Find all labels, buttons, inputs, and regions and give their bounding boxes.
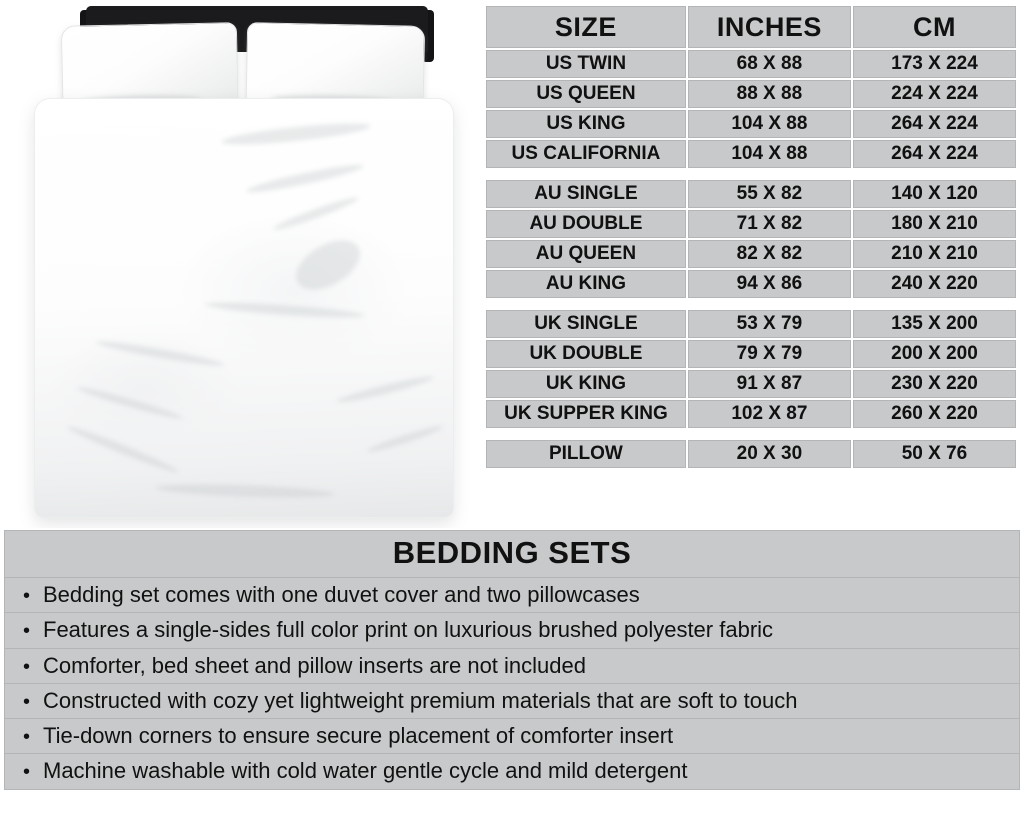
column-header-size: SIZE (486, 6, 686, 48)
size-cm: 230 X 220 (853, 370, 1016, 398)
size-cm: 224 X 224 (853, 80, 1016, 108)
size-chart-table (484, 4, 1018, 470)
table-row (486, 400, 1016, 428)
size-inches: 104 X 88 (688, 140, 851, 168)
table-row (486, 210, 1016, 238)
size-label: AU DOUBLE (486, 210, 686, 238)
size-inches: 20 X 30 (688, 440, 851, 468)
size-cm: 240 X 220 (853, 270, 1016, 298)
table-row (486, 110, 1016, 138)
size-label: PILLOW (486, 440, 686, 468)
table-row (486, 270, 1016, 298)
section-title: BEDDING SETS (4, 530, 1020, 578)
column-header-inches: INCHES (688, 6, 851, 48)
size-label: AU KING (486, 270, 686, 298)
size-inches: 82 X 82 (688, 240, 851, 268)
size-cm: 200 X 200 (853, 340, 1016, 368)
size-label: US QUEEN (486, 80, 686, 108)
list-item (4, 649, 1020, 684)
size-inches: 55 X 82 (688, 180, 851, 208)
table-row (486, 310, 1016, 338)
feature-text: Constructed with cozy yet lightweight premium materials that are soft to touch (43, 687, 798, 713)
table-row (486, 180, 1016, 208)
size-label: AU QUEEN (486, 240, 686, 268)
table-row (486, 140, 1016, 168)
bullet-icon: • (23, 620, 31, 643)
duvet-cover (34, 98, 454, 518)
size-label: UK KING (486, 370, 686, 398)
size-cm: 264 X 224 (853, 110, 1016, 138)
size-cm: 135 X 200 (853, 310, 1016, 338)
size-label: US TWIN (486, 50, 686, 78)
table-row (486, 50, 1016, 78)
feature-text: Features a single-sides full color print on luxurious brushed polyester fabric (43, 617, 774, 643)
size-cm: 260 X 220 (853, 400, 1016, 428)
bullet-icon: • (23, 655, 31, 678)
size-cm: 140 X 120 (853, 180, 1016, 208)
table-row (486, 80, 1016, 108)
feature-text: Tie-down corners to ensure secure placement of comforter insert (43, 723, 674, 749)
feature-text: Comforter, bed sheet and pillow inserts are not included (43, 652, 586, 678)
size-label: US CALIFORNIA (486, 140, 686, 168)
list-item (4, 613, 1020, 648)
size-inches: 102 X 87 (688, 400, 851, 428)
table-header-row (486, 6, 1016, 48)
size-label: UK DOUBLE (486, 340, 686, 368)
size-cm: 50 X 76 (853, 440, 1016, 468)
group-separator (486, 170, 1016, 178)
size-inches: 53 X 79 (688, 310, 851, 338)
group-separator (486, 430, 1016, 438)
product-photo (0, 0, 484, 528)
size-inches: 88 X 88 (688, 80, 851, 108)
table-row (486, 370, 1016, 398)
table-row (486, 440, 1016, 468)
size-label: US KING (486, 110, 686, 138)
bullet-icon: • (23, 761, 31, 784)
size-inches: 94 X 86 (688, 270, 851, 298)
size-chart-table-container (484, 0, 1024, 528)
size-inches: 79 X 79 (688, 340, 851, 368)
size-inches: 68 X 88 (688, 50, 851, 78)
list-item (4, 578, 1020, 613)
size-cm: 264 X 224 (853, 140, 1016, 168)
size-inches: 104 X 88 (688, 110, 851, 138)
size-cm: 210 X 210 (853, 240, 1016, 268)
table-row (486, 240, 1016, 268)
bullet-icon: • (23, 726, 31, 749)
size-inches: 71 X 82 (688, 210, 851, 238)
table-body (486, 50, 1016, 468)
list-item (4, 684, 1020, 719)
bullet-icon: • (23, 585, 31, 607)
bullet-icon: • (23, 690, 31, 713)
list-item (4, 719, 1020, 754)
feature-text: Machine washable with cold water gentle cycle and mild detergent (43, 758, 688, 784)
size-inches: 91 X 87 (688, 370, 851, 398)
size-label: UK SUPPER KING (486, 400, 686, 428)
group-separator (486, 300, 1016, 308)
table-row (486, 340, 1016, 368)
feature-text: Bedding set comes with one duvet cover and two pillowcases (43, 582, 640, 607)
size-cm: 180 X 210 (853, 210, 1016, 238)
list-item (4, 754, 1020, 789)
column-header-cm: CM (853, 6, 1016, 48)
features-list (4, 578, 1020, 790)
size-cm: 173 X 224 (853, 50, 1016, 78)
size-label: AU SINGLE (486, 180, 686, 208)
size-label: UK SINGLE (486, 310, 686, 338)
bedding-sets-section (0, 528, 1024, 818)
